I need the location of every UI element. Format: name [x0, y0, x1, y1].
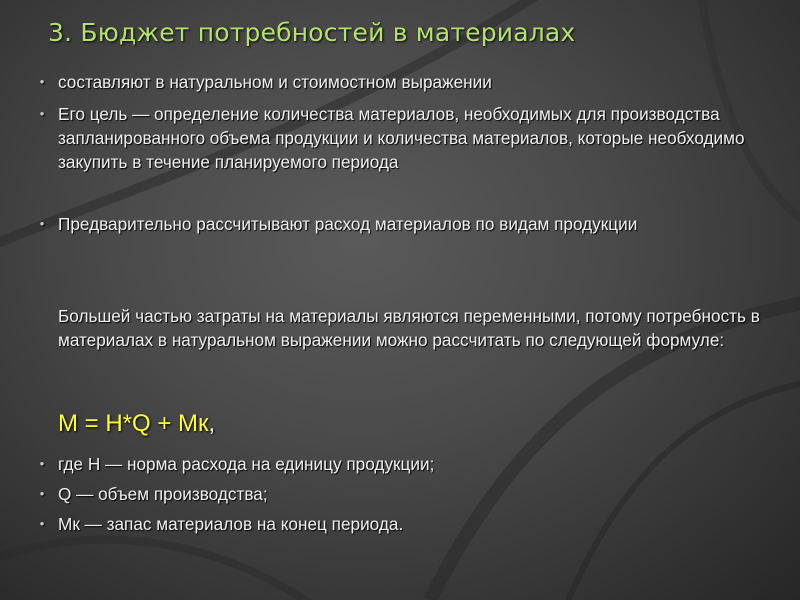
bullet-text: составляют в натуральном и стоимостном выражении — [58, 72, 492, 92]
bullet-item — [34, 212, 764, 236]
bullet-item — [34, 102, 764, 174]
bullet-text: Предварительно рассчитывают расход материалов по видам продукции — [58, 214, 638, 234]
bullet-text: Мк — запас материалов на конец периода. — [58, 514, 404, 534]
paragraph-text: Большей частью затраты на материалы являются переменными, потому потребность в материалах в натуральном выражении можно рассчитать по следующей формуле: — [58, 306, 760, 350]
bullet-item — [34, 70, 764, 94]
bullet-text: Q — объем производства; — [58, 484, 268, 504]
slide-title: 3. Бюджет потребностей в материалах — [48, 18, 576, 47]
legend-bullet — [34, 452, 764, 476]
body-paragraph — [58, 304, 778, 352]
bullet-dot: • — [39, 74, 45, 89]
legend-bullet — [34, 512, 764, 536]
formula-text: М = Н*Q + Мк — [58, 410, 209, 437]
formula — [58, 410, 215, 438]
bullet-dot: • — [39, 486, 45, 501]
bullet-text: где Н — норма расхода на единицу продукции; — [58, 454, 435, 474]
bullet-dot: • — [39, 216, 45, 231]
bullet-text: Его цель — определение количества материалов, необходимых для производства запланированного объема продукции и количества материалов, которые необходимо закупить в течение планируемого периода — [58, 104, 745, 172]
legend-bullet — [34, 482, 764, 506]
bullet-dot: • — [39, 106, 45, 121]
bullet-dot: • — [39, 516, 45, 531]
bullet-dot: • — [39, 456, 45, 471]
formula-comma: , — [208, 410, 216, 437]
